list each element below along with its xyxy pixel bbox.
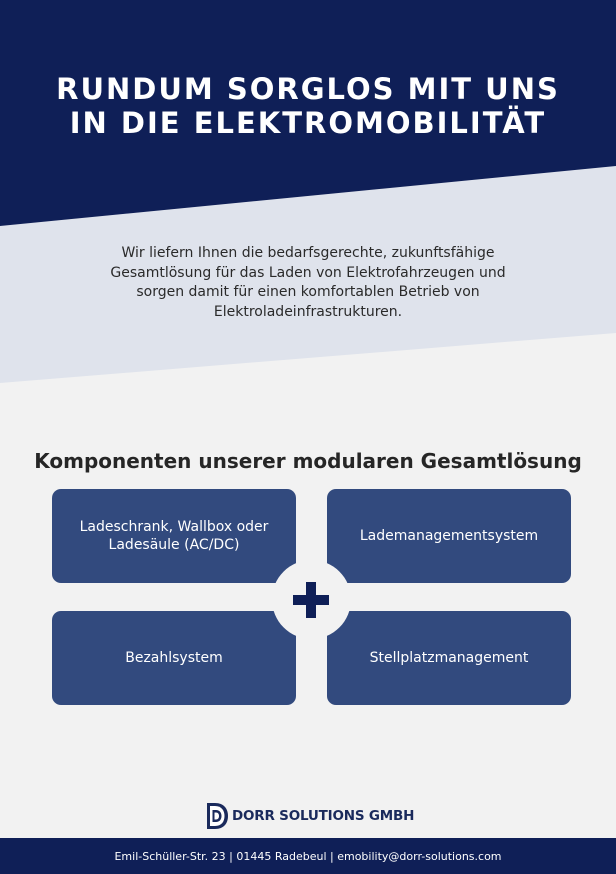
headline — [0, 72, 616, 140]
company-name: DORR SOLUTIONS GMBH — [232, 808, 415, 824]
card-label: Bezahlsystem — [125, 650, 223, 666]
card-label-line-2: Ladesäule (AC/DC) — [108, 537, 240, 553]
headline-line-1: RUNDUM SORGLOS MIT UNS — [56, 72, 560, 106]
card-label — [80, 518, 269, 554]
card-label: Lademanagementsystem — [359, 528, 539, 544]
company-logo — [205, 801, 414, 831]
card-label: Stellplatzmanagement — [369, 650, 529, 666]
footer-contact: Emil-Schüller-Str. 23 | 01445 Radebeul | emobility@dorr-solutions.com — [114, 849, 502, 863]
intro-line-2: Gesamtlösung für das Laden von Elektrofahrzeugen und — [110, 264, 506, 281]
headline-line-2: IN DIE ELEKTROMOBILITÄT — [69, 106, 547, 140]
component-card-load-management — [327, 489, 571, 583]
component-card-payment-system — [52, 611, 296, 705]
intro-line-1: Wir liefern Ihnen die bedarfsgerechte, zukunftsfähige — [121, 245, 495, 261]
component-card-charging-hardware — [52, 489, 296, 583]
plus-icon — [291, 580, 331, 620]
intro-paragraph — [58, 244, 558, 322]
footer-bar — [0, 838, 616, 874]
card-label-line-1: Ladeschrank, Wallbox oder — [79, 519, 269, 535]
intro-line-3: sorgen damit für einen komfortablen Betrieb von — [136, 284, 480, 300]
logo-mark-icon — [205, 802, 229, 830]
intro-line-4: Elektroladeinfrastrukturen. — [213, 303, 403, 320]
components-title: Komponenten unserer modularen Gesamtlösung — [34, 449, 582, 473]
component-card-parking-management — [327, 611, 571, 705]
